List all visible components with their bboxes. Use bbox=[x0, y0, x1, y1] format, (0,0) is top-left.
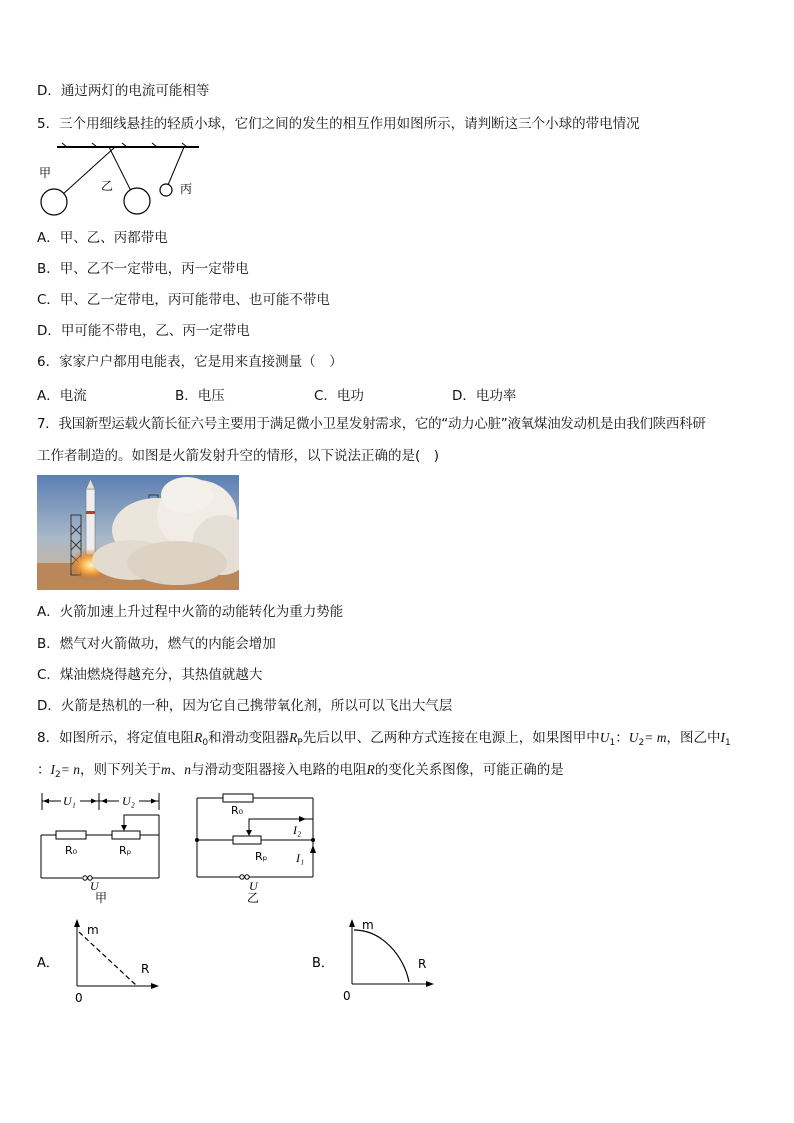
q7-option-b: B．燃气对火箭做功，燃气的内能会增加 bbox=[37, 636, 276, 652]
label-u: U bbox=[249, 879, 258, 893]
label-yi: 乙 bbox=[101, 179, 114, 193]
label-rp: Rₚ bbox=[255, 850, 268, 863]
graph-a bbox=[37, 918, 167, 1006]
label-jia: 甲 bbox=[39, 166, 52, 180]
graph-b-ylabel: m bbox=[362, 918, 374, 932]
q7-stem-line2: 工作者制造的。如图是火箭发射升空的情形，以下说法正确的是( ) bbox=[37, 448, 440, 464]
q6-option-d: D．电功率 bbox=[452, 388, 517, 404]
label-i1: I₁ bbox=[296, 851, 305, 865]
q6-option-c: C．电功 bbox=[314, 388, 364, 404]
graph-a-curve bbox=[79, 932, 137, 986]
q5-option-a: A．甲、乙、丙都带电 bbox=[37, 230, 168, 246]
rocket-launch-photo bbox=[37, 475, 239, 590]
q6-options bbox=[37, 384, 737, 402]
graph-a-label: A． bbox=[37, 956, 59, 971]
thread-bing bbox=[168, 147, 184, 185]
label-u2: U₂ bbox=[122, 794, 135, 808]
graph-b-xlabel: R bbox=[418, 957, 427, 971]
graph-a-xlabel: R bbox=[141, 962, 150, 976]
q7-stem-line1: 7．我国新型运载火箭长征六号主要用于满足微小卫星发射需求，它的“动力心脏”液氧煤油发动机是由我们陕西科研 bbox=[37, 416, 706, 432]
label-rp: Rₚ bbox=[119, 844, 132, 857]
graph-b bbox=[312, 918, 442, 1006]
q6-stem: 6．家家户户都用电能表，它是用来直接测量（ ） bbox=[37, 354, 343, 370]
graph-b-label: B． bbox=[312, 956, 334, 971]
label-r0: R₀ bbox=[65, 844, 78, 857]
q5-option-d: D．甲可能不带电，乙、丙一定带电 bbox=[37, 323, 250, 339]
q5-stem: 5．三个用细线悬挂的轻质小球，它们之间的发生的相互作用如图所示，请判断这三个小球的带电情况 bbox=[37, 116, 640, 132]
q6-option-a: A．电流 bbox=[37, 388, 87, 404]
ball-jia bbox=[41, 189, 67, 215]
label-bing: 丙 bbox=[180, 182, 193, 196]
label-u: U bbox=[90, 879, 99, 893]
q7-option-a: A．火箭加速上升过程中火箭的动能转化为重力势能 bbox=[37, 604, 344, 620]
ceiling-bar bbox=[57, 143, 199, 147]
q7-option-d: D．火箭是热机的一种，因为它自己携带氧化剂，所以可以飞出大气层 bbox=[37, 698, 453, 714]
label-u1: U₁ bbox=[63, 794, 76, 808]
q7-option-c: C．煤油燃烧得越充分，其热值就越大 bbox=[37, 667, 263, 683]
circuit-name-yi: 乙 bbox=[247, 891, 260, 905]
graph-a-ylabel: m bbox=[87, 923, 99, 937]
label-r0: R₀ bbox=[231, 804, 244, 817]
circuit-name-jia: 甲 bbox=[95, 891, 108, 905]
q5-balls-figure bbox=[37, 140, 202, 216]
graph-a-origin: 0 bbox=[75, 991, 83, 1005]
q4-option-d: D．通过两灯的电流可能相等 bbox=[37, 83, 210, 99]
ball-yi bbox=[124, 188, 150, 214]
circuit-yi bbox=[193, 790, 325, 905]
q8-stem-line2: ：$I_2= n$，则下列关于m、n与滑动变阻器接入电路的电阻R的变化关系图像，可能正确的是 bbox=[37, 762, 564, 780]
q8-stem-line1: 8．如图所示，将定值电阻$R_0$和滑动变阻器$R_P$先后以甲、乙两种方式连接在电源上，如果图甲中$U_1$：$U_2= m$，图乙中$I_1$ bbox=[37, 730, 731, 748]
graph-b-curve bbox=[354, 930, 409, 982]
q6-option-b: B．电压 bbox=[175, 388, 225, 404]
label-i2: I₂ bbox=[293, 823, 302, 837]
circuit-jia bbox=[37, 790, 167, 905]
q5-option-b: B．甲、乙不一定带电，丙一定带电 bbox=[37, 261, 249, 277]
graph-b-origin: 0 bbox=[343, 989, 351, 1003]
ball-bing bbox=[160, 184, 172, 196]
q5-option-c: C．甲、乙一定带电，丙可能带电、也可能不带电 bbox=[37, 292, 330, 308]
